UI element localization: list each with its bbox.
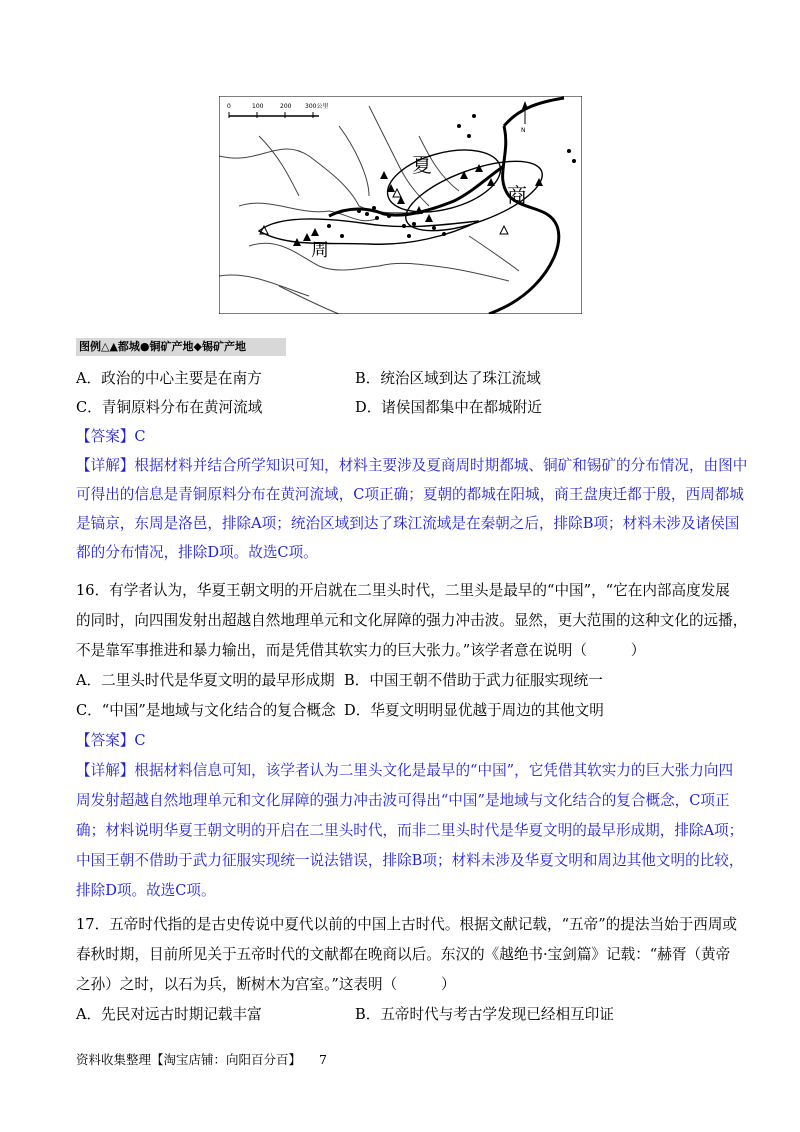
q16-option-d: D．华夏文明明显优越于周边的其他文明	[344, 702, 604, 719]
q16-detail-line: 确；材料说明华夏王朝文明的开启在二里头时代，而非二里头时代是华夏文明的最早形成期，排除A项；	[76, 822, 744, 839]
q15-detail-line: 都的分布情况，排除D项。故选C项。	[76, 544, 318, 561]
q16-detail-line: 周发射超越自然地理单元和文化屏障的强力冲击波可得出“中国”是地域与文化结合的复合概念，C项正	[76, 792, 730, 809]
q17-option-b: B．五帝时代与考古学发现已经相互印证	[355, 1006, 614, 1023]
scale-tick-300: 300公里	[305, 103, 329, 110]
q16-stem-line: 的同时，向四围发射出超越自然地理单元和文化屏障的强力冲击波。显然，更大范围的这种文化的远播，	[76, 612, 748, 629]
label-shang: 商	[507, 183, 527, 207]
xia-shang-zhou-map	[219, 96, 582, 314]
q16-answer-value: C	[134, 732, 146, 749]
q16-option-c: C．“中国”是地域与文化结合的复合概念	[76, 702, 336, 719]
q16-detail-line: 中国王朝不借助于武力征服实现统一说法错误，排除B项；材料未涉及华夏文明和周边其他文明的比较，	[76, 852, 744, 869]
q15-detail-line: 可得出的信息是青铜原料分布在黄河流域，C项正确；夏朝的都城在阳城，商王盘庚迁都于殷，西周都城	[76, 486, 744, 503]
north-label: N	[521, 127, 526, 134]
q17-stem-line: 17．五帝时代指的是古史传说中夏代以前的中国上古时代。根据文献记载，“五帝”的提法当始于西周或	[76, 916, 738, 933]
q15-detail-line: 是镐京，东周是洛邑，排除A项；统治区域到达了珠江流域是在秦朝之后，排除B项；材料未涉及诸侯国	[76, 515, 740, 532]
page-number: 7	[319, 1052, 327, 1067]
q16-stem-line: 不是靠军事推进和暴力输出，而是凭借其软实力的巨大张力。”该学者意在说明（ ）	[76, 642, 646, 659]
q15-option-a: A．政治的中心主要是在南方	[76, 370, 262, 387]
q15-answer-tag: 【答案】	[76, 428, 135, 445]
footer-source-text: 资料收集整理【淘宝店铺：向阳百分百】	[76, 1052, 302, 1067]
q15-answer	[76, 427, 146, 447]
q16-detail-line: 排除D项。故选C项。	[76, 882, 216, 899]
q16-stem-line: 16．有学者认为，华夏王朝文明的开启就在二里头时代，二里头是最早的“中国”，“它在内部高度发展	[76, 582, 730, 599]
label-zhou: 周	[311, 240, 329, 261]
q16-detail-line: 【详解】根据材料信息可知，该学者认为二里头文化是最早的“中国”，它凭借其软实力的巨大张力向四	[76, 762, 734, 779]
q15-option-b: B．统治区域到达了珠江流域	[355, 370, 541, 387]
q15-option-d: D．诸侯国都集中在都城附近	[355, 399, 542, 416]
q17-stem-line: 春秋时期，目前所见关于五帝时代的文献都在晚商以后。东汉的《越绝书·宝剑篇》记载：“赫胥（黄帝	[76, 946, 731, 963]
q16-answer	[76, 731, 146, 751]
label-xia: 夏	[412, 153, 432, 177]
q16-option-a: A．二里头时代是华夏文明的最早形成期	[76, 672, 335, 689]
page-footer	[76, 1050, 327, 1068]
q15-detail-line: 【详解】根据材料并结合所学知识可知，材料主要涉及夏商周时期都城、铜矿和锡矿的分布情况，由图中	[76, 457, 748, 474]
q15-answer-value: C	[134, 428, 146, 445]
q17-stem-line: 之孙）之时，以石为兵，断树木为宫室。”这表明（ ）	[76, 976, 456, 993]
scale-tick-100: 100	[252, 103, 264, 110]
q16-option-b: B．中国王朝不借助于武力征服实现统一	[344, 672, 603, 689]
q15-option-c: C．青铜原料分布在黄河流域	[76, 399, 263, 416]
scale-tick-0: 0	[227, 103, 231, 110]
scale-tick-200: 200	[280, 103, 292, 110]
q16-answer-tag: 【答案】	[76, 732, 135, 749]
map-legend: 图例△▲都城●铜矿产地◆锡矿产地	[76, 338, 286, 356]
q17-option-a: A．先民对远古时期记载丰富	[76, 1006, 262, 1023]
